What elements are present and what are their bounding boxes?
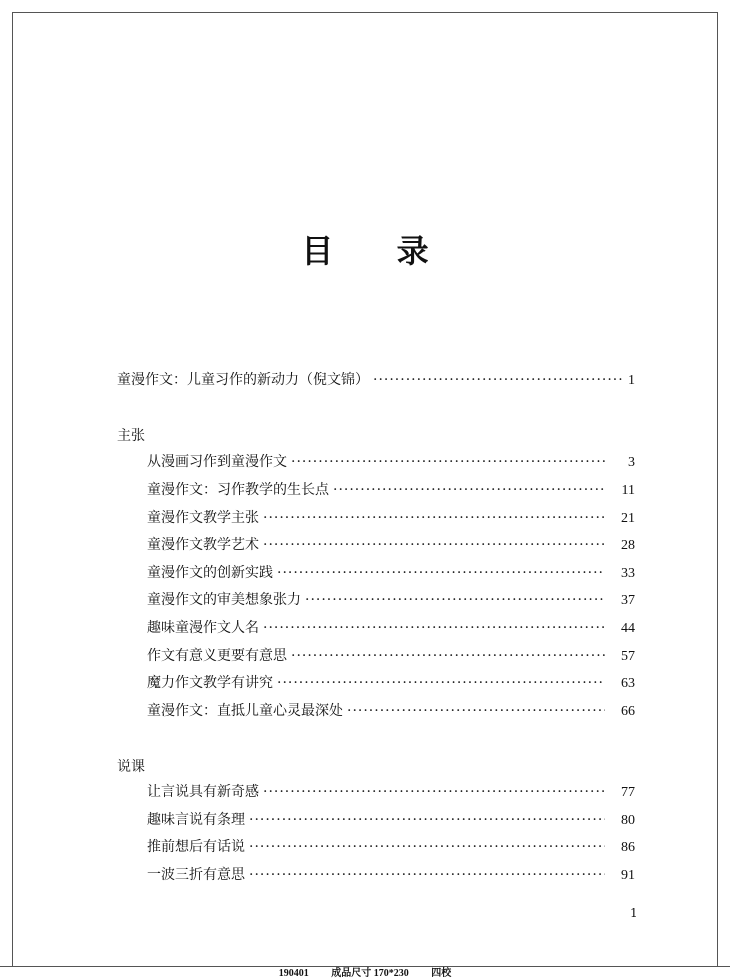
toc-entry-label: 一波三折有意思 bbox=[147, 867, 245, 883]
toc-leader-dots bbox=[249, 810, 605, 830]
toc-entry[interactable] bbox=[147, 618, 635, 639]
toc-entry[interactable] bbox=[147, 480, 635, 501]
page-title: 目 录 bbox=[301, 232, 455, 270]
toc-leader-dots bbox=[249, 865, 605, 885]
toc-entry[interactable] bbox=[147, 701, 635, 722]
toc-entry[interactable] bbox=[147, 535, 635, 556]
toc-lead-entry[interactable] bbox=[117, 370, 635, 391]
toc-entry-page: 37 bbox=[621, 593, 635, 608]
toc-entry-label: 童漫作文：直抵儿童心灵最深处 bbox=[147, 703, 343, 719]
page-frame-right bbox=[717, 12, 718, 967]
toc-entry-page: 28 bbox=[621, 538, 635, 553]
toc-entry-page: 57 bbox=[621, 649, 635, 664]
toc-leader-dots bbox=[277, 673, 605, 693]
toc-entry-page: 63 bbox=[621, 676, 635, 691]
toc-entry-label: 魔力作文教学有讲究 bbox=[147, 675, 273, 691]
toc-leader-dots bbox=[263, 535, 605, 555]
toc-leader-dots bbox=[249, 837, 605, 857]
toc-entry-page: 66 bbox=[621, 704, 635, 719]
toc-leader-dots bbox=[277, 563, 605, 583]
print-proof: 四校 bbox=[431, 968, 452, 979]
toc-entry-page: 33 bbox=[621, 566, 635, 581]
toc-entry-page: 21 bbox=[621, 511, 635, 526]
toc-entry-label: 童漫作文的创新实践 bbox=[147, 565, 273, 581]
toc-entry[interactable] bbox=[147, 837, 635, 858]
toc-entry-page: 77 bbox=[621, 785, 635, 800]
toc-entry-label: 从漫画习作到童漫作文 bbox=[147, 454, 287, 470]
toc-entry-label: 童漫作文：儿童习作的新动力（倪文锦） bbox=[117, 372, 369, 388]
toc-entry-label: 童漫作文：习作教学的生长点 bbox=[147, 482, 329, 498]
section-heading-shuoke: 说课 bbox=[117, 759, 145, 775]
toc-entry[interactable] bbox=[147, 810, 635, 831]
toc-entry-label: 趣味童漫作文人名 bbox=[147, 620, 259, 636]
page-frame-left bbox=[12, 12, 13, 967]
toc-entry-page: 1 bbox=[628, 373, 635, 388]
toc-entry-label: 作文有意义更要有意思 bbox=[147, 648, 287, 664]
toc-entry[interactable] bbox=[147, 646, 635, 667]
toc-leader-dots bbox=[347, 701, 605, 721]
toc-leader-dots bbox=[373, 370, 624, 390]
toc-entry-label: 童漫作文教学主张 bbox=[147, 510, 259, 526]
toc-entry-label: 推前想后有话说 bbox=[147, 839, 245, 855]
toc-entry-page: 11 bbox=[621, 483, 635, 498]
toc-entry-page: 80 bbox=[621, 813, 635, 828]
toc-entry[interactable] bbox=[147, 782, 635, 803]
toc-entry[interactable] bbox=[147, 508, 635, 529]
page-frame-bottom bbox=[0, 966, 730, 967]
toc-entry-label: 让言说具有新奇感 bbox=[147, 784, 259, 800]
toc-entry[interactable] bbox=[147, 563, 635, 584]
print-footer bbox=[0, 968, 730, 979]
section-heading-zhuzhang: 主张 bbox=[117, 428, 145, 444]
print-size: 成品尺寸 170*230 bbox=[331, 968, 409, 979]
toc-entry-label: 趣味言说有条理 bbox=[147, 812, 245, 828]
toc-entry[interactable] bbox=[147, 590, 635, 611]
toc-entry-page: 91 bbox=[621, 868, 635, 883]
toc-leader-dots bbox=[291, 452, 605, 472]
toc-leader-dots bbox=[263, 782, 605, 802]
toc-entry[interactable] bbox=[147, 673, 635, 694]
toc-entry-label: 童漫作文教学艺术 bbox=[147, 537, 259, 553]
toc-leader-dots bbox=[333, 480, 605, 500]
toc-leader-dots bbox=[263, 508, 605, 528]
toc-entry-page: 44 bbox=[621, 621, 635, 636]
print-code: 190401 bbox=[278, 968, 309, 979]
toc-leader-dots bbox=[291, 646, 605, 666]
toc-entry[interactable] bbox=[147, 865, 635, 886]
toc-leader-dots bbox=[263, 618, 605, 638]
toc-entry-label: 童漫作文的审美想象张力 bbox=[147, 592, 301, 608]
toc-leader-dots bbox=[305, 590, 605, 610]
toc-entry-page: 86 bbox=[621, 840, 635, 855]
page-number: 1 bbox=[630, 906, 638, 920]
toc-entry[interactable] bbox=[147, 452, 635, 473]
toc-entry-page: 3 bbox=[628, 455, 635, 470]
page-frame-top bbox=[12, 12, 718, 13]
